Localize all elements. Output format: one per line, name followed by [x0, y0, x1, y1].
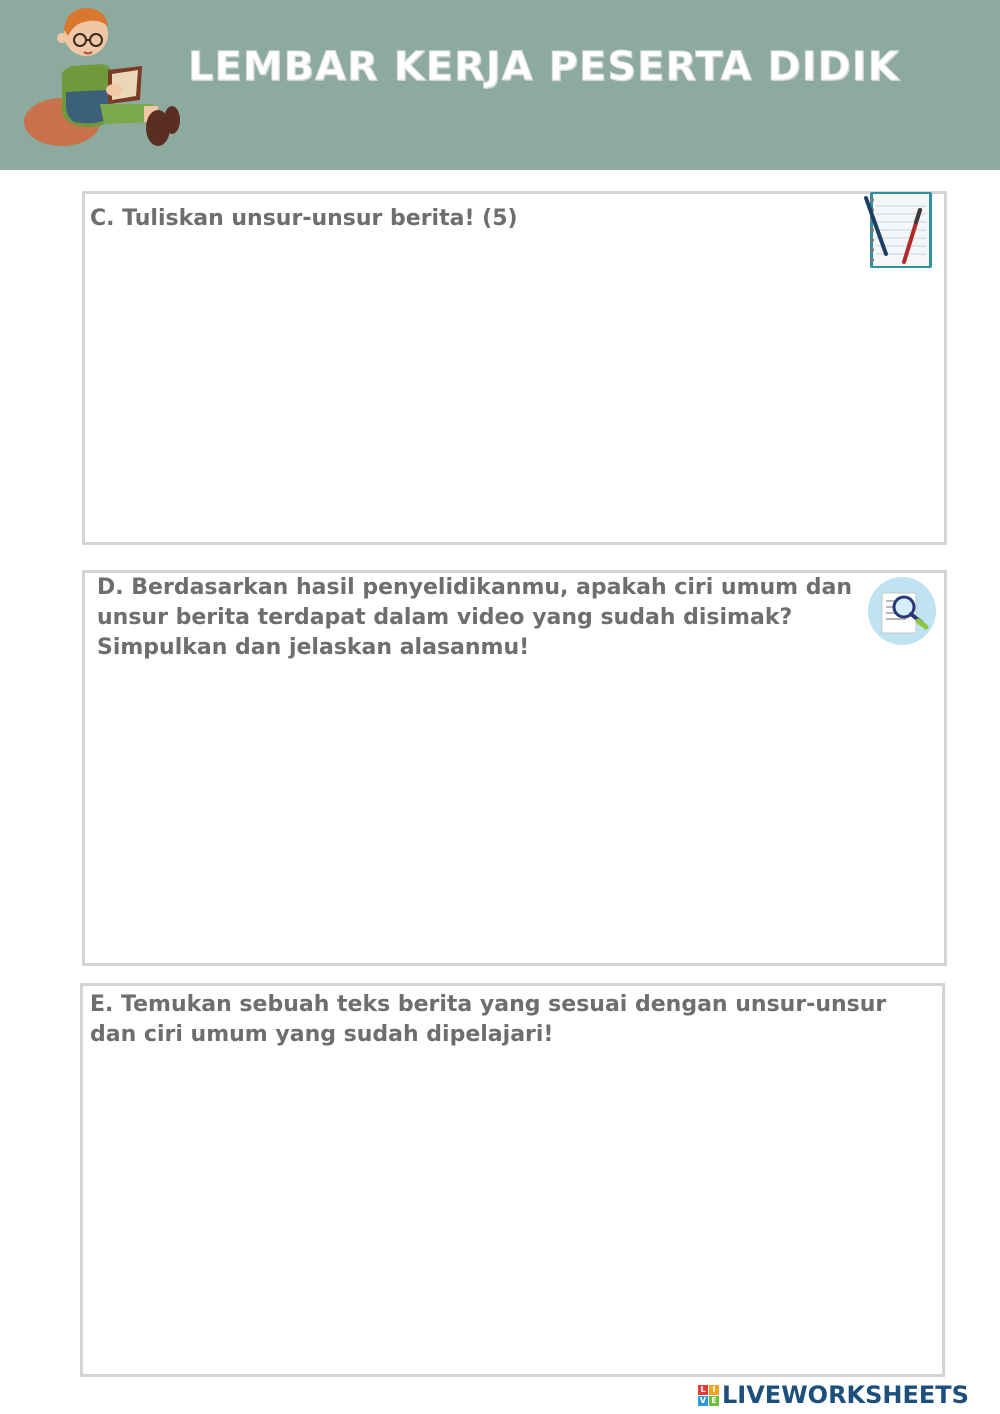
question-d-label: D. Berdasarkan hasil penyelidikanmu, apakah ciri umum dan unsur berita terdapat dalam video yang sudah disimak? Simpulkan dan jelaskan alasanmu!: [97, 575, 853, 660]
question-c-label: C. Tuliskan unsur-unsur berita! (5): [90, 206, 518, 231]
answer-box-c[interactable]: [82, 191, 947, 545]
brand-name: LIVEWORKSHEETS: [722, 1381, 969, 1409]
notebook-pens-icon: [860, 188, 940, 272]
magnifier-document-icon: [866, 575, 938, 647]
liveworksheets-logo: [698, 1378, 969, 1412]
question-e-label: E. Temukan sebuah teks berita yang sesuai dengan unsur-unsur dan ciri umum yang sudah dipelajari!: [90, 992, 887, 1047]
answer-box-e[interactable]: [80, 983, 945, 1377]
page-title: LEMBAR KERJA PESERTA DIDIK: [188, 44, 900, 90]
logo-grid-icon: L I V E: [698, 1385, 719, 1406]
page-header: [0, 0, 1000, 170]
boy-reading-illustration: [22, 0, 182, 150]
answer-box-d[interactable]: [82, 570, 947, 966]
